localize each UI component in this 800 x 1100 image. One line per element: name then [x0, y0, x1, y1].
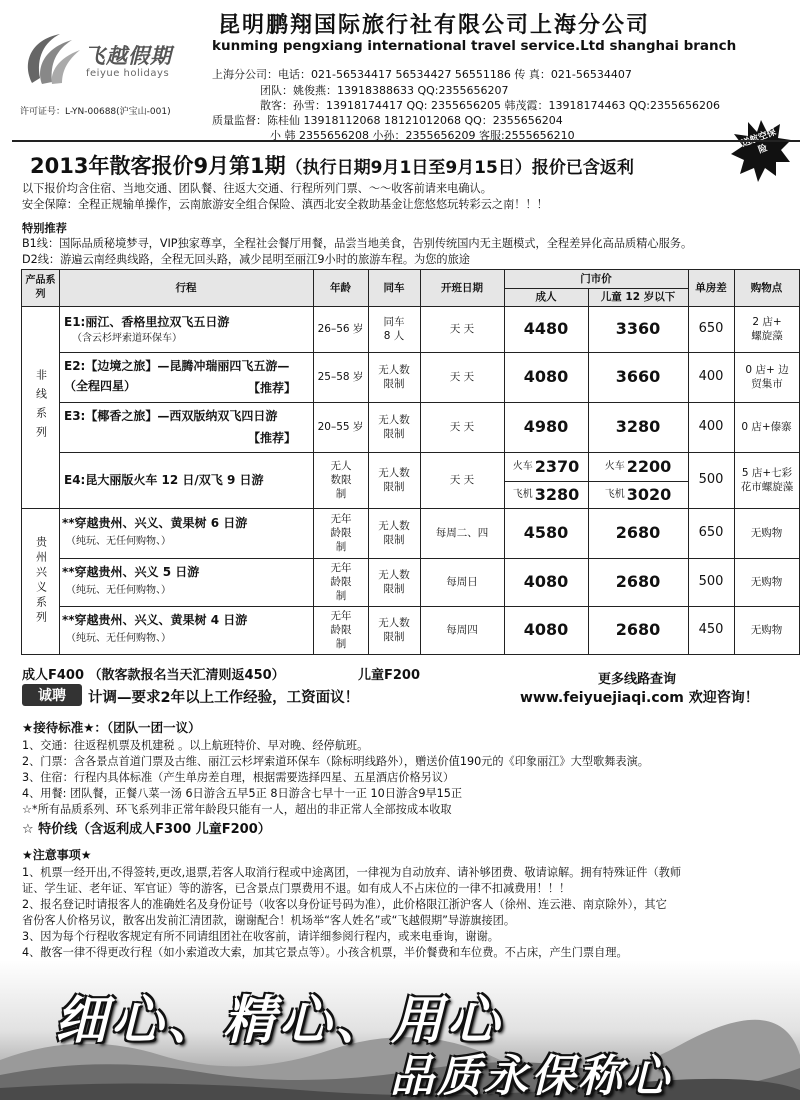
recommend-b1: B1线：国际品质秘境梦寻，VIP独家尊享，全程社会餐厅用餐，品尝当地美食，告别传统国内无主题模式，全程差异化高品质精心服务。 [22, 237, 693, 250]
website-link[interactable]: www.feiyuejiaqi.com 欢迎咨询！ [520, 690, 759, 706]
row-g5-single: 500 [698, 574, 724, 589]
insurance-stamp [730, 118, 792, 186]
recommend-d2: D2线：游遍云南经典线路，全程无回头路，减少昆明至丽江9小时的旅游车程。为您的旅途 [22, 253, 470, 266]
row-e4-child-train [588, 452, 688, 481]
row-e1-companion: 同车 8 人 [383, 316, 405, 342]
more-lines-label: 更多线路查询 [598, 672, 677, 687]
hiring-text: 计调—要求2年以上工作经验，工资面议！ [88, 690, 360, 706]
child-rebate-note: 儿童F200 [358, 668, 421, 683]
header-departure: 开班日期 [441, 282, 483, 294]
row-g6-adult-price: 4580 [523, 523, 569, 542]
standards-item-5: ☆*所有品质系列、环飞系列非正常年龄段只能有一人，超出的非正常人全部按成本收取 [22, 803, 452, 816]
row-g4-companion: 无人数限制 [378, 617, 410, 643]
row-g4-age: 无年龄限制 [330, 610, 352, 650]
row-g6-single: 650 [698, 525, 724, 540]
row-e2-tag: 【推荐】 [247, 381, 296, 395]
price-table [21, 269, 800, 655]
row-g4-child-price: 2680 [615, 620, 661, 639]
row-e3-adult-price: 4980 [523, 417, 569, 436]
row-g4-single: 450 [698, 622, 724, 637]
contact-line-phone: 上海分公司：电话：021-56534417 56534427 56551186 传 真：021-56534407 [212, 68, 632, 81]
group-label-2: 贵州兴义系列 [34, 536, 48, 626]
standards-item-3: 3、住宿：行程内具体标准（产生单房差自理，根据需要选择四星、五星酒店价格另议） [22, 771, 455, 784]
row-g4-departure: 每周四 [446, 624, 478, 636]
row-e4-child-fly [588, 481, 688, 508]
contact-line-retail: 散客：孙雪：13918174417 QQ: 2355656205 韩茂霞：13918174463 QQ:2355656206 [260, 99, 720, 112]
header-series: 产品系列 [25, 275, 56, 300]
slogan-line-2: 品质永保称心 [390, 1051, 672, 1100]
slogan-line-1: 细心、精心、用心 [55, 990, 504, 1051]
slogan-banner [0, 960, 800, 1100]
header-age: 年龄 [330, 282, 351, 294]
title-divider [12, 140, 800, 142]
row-g6-sub: （纯玩、无任何购物、） [66, 536, 171, 547]
row-g4-sub: （纯玩、无任何购物、） [66, 633, 171, 644]
train-label: 火车 [604, 460, 625, 472]
group-label-1: 非线系列 [34, 369, 48, 445]
row-e4-adult-train [504, 452, 588, 481]
notes-item-2a: 2、报名登记时请报客人的准确姓名及身份证号（收客以身份证号码为准），此价格限江浙沪客人（徐州、连云港、南京除外），其它 [22, 898, 667, 911]
row-e2-route: E2:【边境之旅】—昆腾冲瑞丽四飞五游—（全程四星） [64, 359, 290, 393]
row-e1-child-price: 3360 [615, 319, 661, 338]
row-g5-departure: 每周日 [446, 576, 478, 588]
fly-label: 飞机 [512, 488, 533, 500]
company-logo [18, 22, 193, 100]
row-g5-route: **穿越贵州、兴义 5 日游 [62, 565, 200, 579]
table-rule [59, 270, 60, 654]
header-child: 儿童 12 岁以下 [600, 291, 676, 303]
row-e1-departure: 天 天 [449, 323, 475, 335]
standards-item-1: 1、交通：往返程机票及机建税 。以上航班特价、早对晚、经停航班。 [22, 739, 369, 752]
standards-heading: ★接待标准★：（团队一团一议） [22, 720, 201, 735]
notes-heading: ★注意事项★ [22, 848, 92, 862]
intro-line-2: 安全保障：全程正规输单操作，云南旅游安全组合保险、滇西北安全救助基金让您悠悠玩转彩云之南！！！ [22, 198, 548, 211]
row-e4-shopping: 5 店+七彩 花市螺旋藻 [740, 467, 794, 493]
row-e3-child-price: 3280 [615, 417, 661, 436]
row-e2-single: 400 [698, 369, 724, 384]
row-g5-child-price: 2680 [615, 572, 661, 591]
special-line: ☆ 特价线（含返利成人F300 儿童F200） [22, 822, 271, 837]
row-g5-sub: （纯玩、无任何购物、） [66, 585, 171, 596]
company-name-chinese: 昆明鹏翔国际旅行社有限公司上海分公司 [218, 13, 651, 38]
notes-item-4: 4、散客一律不得更改行程（如小索道改大索，加其它景点等）。小孩含机票，半价餐费和车位费。不占床，产生门票自理。 [22, 946, 628, 959]
row-g4-route: **穿越贵州、兴义、黄果树 4 日游 [62, 613, 248, 627]
row-e4-age: 无人数限制 [330, 460, 352, 500]
row-e3-route: E3:【椰香之旅】—西双版纳双飞四日游 [64, 409, 278, 423]
row-g4-adult-price: 4080 [523, 620, 569, 639]
header-shopping: 购物点 [750, 282, 783, 294]
row-e4-adult-fly [504, 481, 588, 508]
row-g5-age: 无年龄限制 [330, 562, 352, 602]
logo-chinese-text: 飞越假期 [84, 44, 172, 68]
row-e3-single: 400 [698, 419, 724, 434]
row-g6-departure: 每周二、四 [435, 527, 489, 539]
row-e1-sub: （含云杉坪索道环保车） [72, 333, 182, 344]
title-sub: （执行日期9月1日至9月15日）报价已含返利 [285, 158, 634, 178]
row-g5-shopping: 无购物 [750, 576, 783, 588]
row-e3-age: 20–55 岁 [317, 421, 364, 433]
row-e1-shopping: 2 店+ 螺旋藻 [751, 316, 783, 342]
row-g6-route: **穿越贵州、兴义、黄果树 6 日游 [62, 516, 248, 530]
row-e2-age: 25–58 岁 [317, 371, 364, 383]
fly-label: 飞机 [604, 488, 625, 500]
swoosh-logo-icon [22, 28, 82, 90]
train-label: 火车 [512, 460, 533, 472]
hiring-badge: 诚聘 [22, 684, 82, 706]
row-e1-age: 26–56 岁 [317, 323, 364, 335]
row-e4-departure: 天 天 [449, 474, 475, 486]
row-e3-departure: 天 天 [449, 421, 475, 433]
header-single: 单房差 [695, 282, 727, 294]
row-e2-companion: 无人数限制 [378, 364, 410, 390]
company-name-english: kunming pengxiang international travel service.Ltd shanghai branch [212, 38, 737, 54]
row-e3-shopping: 0 店+傣寨 [741, 421, 792, 433]
row-e4-companion: 无人数限制 [378, 467, 410, 493]
fly-price: 3280 [534, 484, 580, 504]
notes-item-1b: 证、学生证、老年证、军官证）等的游客，已含景点门票费用不退。如有成人不占床位的一律不扣减费用！！！ [22, 882, 571, 895]
standards-item-2: 2、门票：含各景点首道门票及古维、丽江云杉坪索道环保车（除标明线路外），赠送价值190元的《印象丽江》大型歌舞表演。 [22, 755, 649, 768]
title-main: 2013年散客报价9月第1期 [30, 154, 286, 178]
row-g5-adult-price: 4080 [523, 572, 569, 591]
row-e4-route: E4:昆大丽版火车 12 日/双飞 9 日游 [64, 473, 264, 487]
row-e3-companion: 无人数限制 [378, 414, 410, 440]
header-price-group: 门市价 [580, 273, 612, 285]
contact-line-quality: 质量监督：陈桂仙 13918112068 18121012068 QQ：2355656204 [212, 114, 563, 127]
recommend-heading: 特别推荐 [22, 222, 67, 235]
row-e2-child-price: 3660 [615, 367, 661, 386]
train-price: 2370 [534, 456, 580, 476]
logo-english-text: feiyue holidays [86, 68, 170, 79]
license-number: 许可证号：L-YN-00688(沪宝山-001) [20, 107, 171, 117]
row-e2-shopping: 0 店+ 边贸集市 [745, 364, 789, 390]
row-e3-tag: 【推荐】 [247, 431, 296, 445]
adult-rebate-note: 成人F400 （散客款报名当天汇清则返450） [22, 668, 285, 683]
row-e1-adult-price: 4480 [523, 319, 569, 338]
header-companion: 同车 [383, 282, 405, 294]
contact-line-team: 团队：姚俊燕：13918388633 QQ:2355656207 [260, 84, 509, 97]
intro-line-1: 以下报价均含住宿、当地交通、团队餐、往返大交通、行程所列门票、～～收客前请来电确认。 [22, 182, 492, 195]
row-g5-companion: 无人数限制 [378, 569, 410, 595]
stamp-text: 送航空保险 [740, 127, 778, 156]
train-price: 2200 [626, 456, 672, 476]
row-g6-age: 无年龄限制 [330, 513, 352, 553]
row-e1-single: 650 [698, 321, 724, 336]
table-rule [368, 270, 369, 654]
row-e4-single: 500 [698, 472, 724, 487]
notes-item-2b: 省份客人价格另议，散客出发前汇清团款，谢谢配合！机场举“客人姓名”或“飞越假期”导游旗接团。 [22, 914, 516, 927]
header-adult: 成人 [535, 291, 557, 303]
row-g6-companion: 无人数限制 [378, 520, 410, 546]
contact-line-service: 小 韩 2355656208 小孙：2355656209 客服:2555656210 [270, 129, 575, 142]
header-route: 行程 [175, 282, 197, 294]
notes-item-3: 3、因为每个行程收客规定有所不同请组团社在收客前，请详细参阅行程内，或来电垂询，谢谢。 [22, 930, 499, 943]
row-e2-adult-price: 4080 [523, 367, 569, 386]
fly-price: 3020 [626, 484, 672, 504]
row-g6-shopping: 无购物 [750, 527, 783, 539]
notes-item-1a: 1、机票一经开出,不得签转,更改,退票,若客人取消行程或中途离团，一律视为自动放弃、请补够团费、敬请谅解。拥有特殊证件（教师 [22, 866, 682, 879]
page-title [30, 150, 634, 180]
row-e1-route: E1:丽江、香格里拉双飞五日游 [64, 315, 230, 329]
row-g4-shopping: 无购物 [750, 624, 783, 636]
standards-item-4: 4、用餐: 团队餐，正餐八菜一汤 6日游含五早5正 8日游含七早十一正 10日游含9早15正 [22, 787, 463, 800]
row-g6-child-price: 2680 [615, 523, 661, 542]
row-e2-departure: 天 天 [449, 371, 475, 383]
